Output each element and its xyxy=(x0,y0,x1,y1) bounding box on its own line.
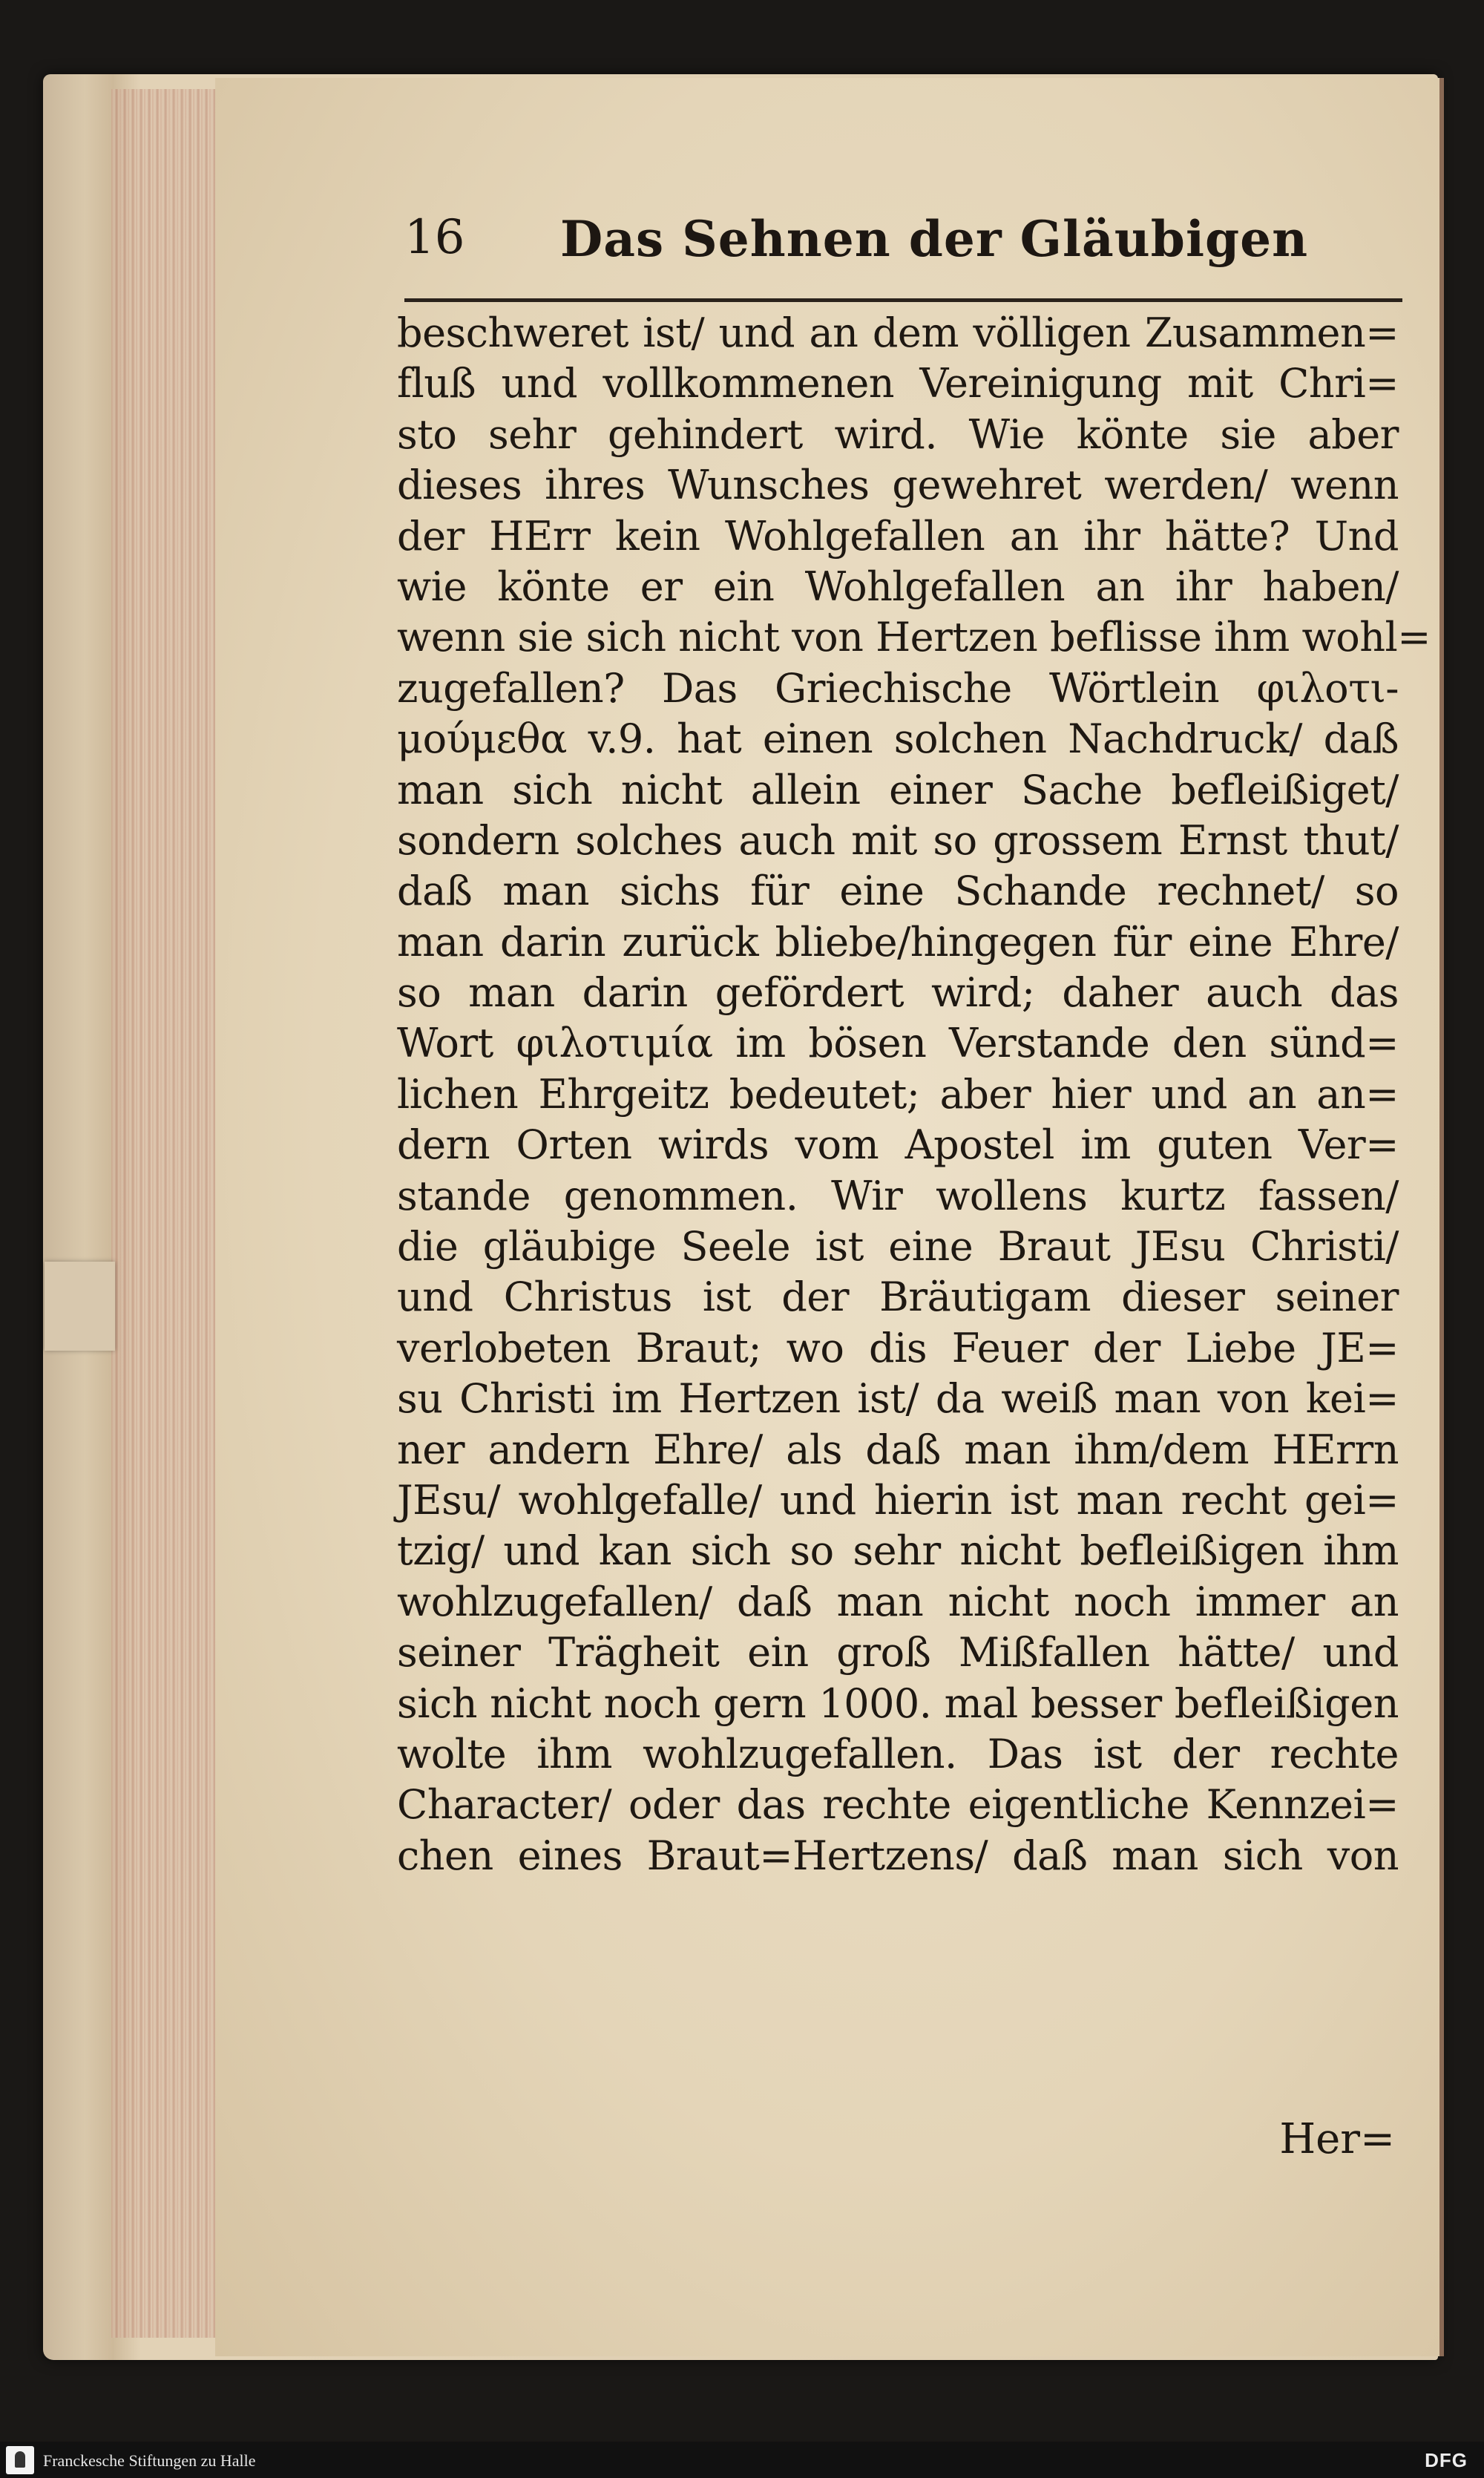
text-line: so man darin gefördert wird; daher auch das xyxy=(397,969,1399,1017)
text-line: man darin zurück bliebe/hingegen für eine Ehre/ xyxy=(397,918,1399,966)
text-line: dieses ihres Wunsches gewehret werden/ wenn xyxy=(397,462,1399,509)
paper-tab xyxy=(45,1262,115,1351)
text-line: sich nicht noch gern 1000. mal besser befleißigen xyxy=(397,1679,1399,1727)
running-title: Das Sehnen der Gläubigen xyxy=(560,210,1309,268)
text-line: wohlzugefallen/ daß man nicht noch immer an xyxy=(397,1578,1399,1625)
text-line: wie könte er ein Wohlgefallen an ihr haben/ xyxy=(397,563,1399,610)
body-text xyxy=(397,308,1431,1881)
text-line: der HErr kein Wohlgefallen an ihr hätte? Und xyxy=(397,512,1399,560)
text-line: Character/ oder das rechte eigentliche Kennzei= xyxy=(397,1781,1399,1829)
text-line: wenn sie sich nicht von Hertzen beflisse ihm wohl= xyxy=(397,614,1431,661)
text-line: daß man sichs für eine Schande rechnet/ so xyxy=(397,868,1399,915)
footer-institution: Franckesche Stiftungen zu Halle xyxy=(43,2451,256,2470)
text-line: chen eines Braut=Hertzens/ daß man sich von xyxy=(397,1832,1399,1879)
text-line: und Christus ist der Bräutigam dieser seiner xyxy=(397,1274,1399,1321)
text-line: die gläubige Seele ist eine Braut JEsu Christi/ xyxy=(397,1223,1399,1271)
text-line: seiner Trägheit ein groß Mißfallen hätte/ und xyxy=(397,1629,1399,1676)
text-line: Wort φιλοτιμία im bösen Verstande den sünd= xyxy=(397,1020,1399,1067)
catchword: Her= xyxy=(1279,2115,1395,2163)
text-line: verlobeten Braut; wo dis Feuer der Liebe JE= xyxy=(397,1324,1399,1371)
viewer-footer xyxy=(0,2442,1484,2478)
page-number: 16 xyxy=(404,210,465,265)
text-line: ner andern Ehre/ als daß man ihm/dem HErrn xyxy=(397,1426,1399,1473)
text-line: μούμεθα v.9. hat einen solchen Nachdruck/ daß xyxy=(397,715,1399,763)
dfg-logo: DFG xyxy=(1425,2449,1468,2471)
page-header xyxy=(404,210,1399,292)
institution-logo-icon xyxy=(6,2446,34,2474)
text-line: man sich nicht allein einer Sache befleißiget/ xyxy=(397,766,1399,813)
text-line: su Christi im Hertzen ist/ da weiß man von kei= xyxy=(397,1375,1399,1423)
text-line: dern Orten wirds vom Apostel im guten Ver= xyxy=(397,1121,1399,1169)
text-line: stande genommen. Wir wollens kurtz fassen/ xyxy=(397,1172,1399,1219)
text-line: sto sehr gehindert wird. Wie könte sie aber xyxy=(397,410,1399,458)
text-line: JEsu/ wohlgefalle/ und hierin ist man recht gei= xyxy=(397,1476,1399,1524)
text-line: lichen Ehrgeitz bedeutet; aber hier und an an= xyxy=(397,1070,1399,1118)
text-line: tzig/ und kan sich so sehr nicht befleißigen ihm xyxy=(397,1527,1399,1575)
page-edges xyxy=(111,89,215,2338)
header-rule xyxy=(404,298,1402,302)
text-line: zugefallen? Das Griechische Wörtlein φιλοτι- xyxy=(397,664,1399,712)
text-line: beschweret ist/ und an dem völligen Zusammen= xyxy=(397,309,1399,356)
text-line: wolte ihm wohlzugefallen. Das ist der rechte xyxy=(397,1730,1399,1777)
text-line: sondern solches auch mit so grossem Ernst thut/ xyxy=(397,816,1399,864)
text-line: fluß und vollkommenen Vereinigung mit Chri= xyxy=(397,360,1399,407)
